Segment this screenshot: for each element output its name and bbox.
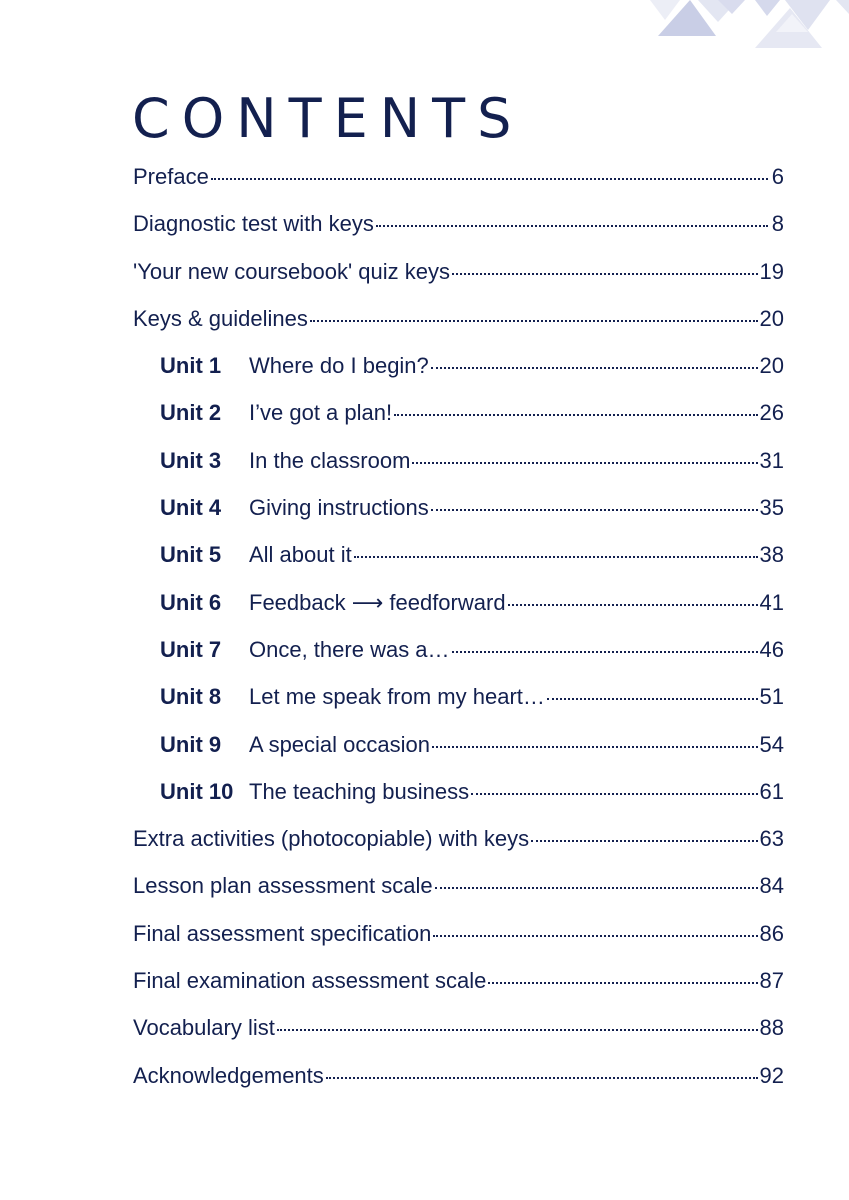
toc-entry-final-assessment-spec[interactable] xyxy=(133,919,784,966)
toc-entry-title: Once, there was a… xyxy=(249,636,450,662)
dot-leader xyxy=(431,351,758,373)
toc-entry-title: Lesson plan assessment scale xyxy=(133,873,433,899)
toc-page-number: 31 xyxy=(759,447,784,473)
toc-entry-coursebook-quiz[interactable] xyxy=(133,257,784,304)
toc-entry-acknowledgements[interactable] xyxy=(133,1061,784,1108)
dot-leader xyxy=(547,682,758,704)
toc-entry-unit-2[interactable] xyxy=(133,398,784,445)
toc-page-number: 88 xyxy=(759,1015,784,1041)
toc-entry-lesson-plan-scale[interactable] xyxy=(133,871,784,918)
toc-entry-unit-8[interactable] xyxy=(133,682,784,729)
dot-leader xyxy=(471,777,757,799)
toc-entry-title: The teaching business xyxy=(249,778,470,804)
dot-leader xyxy=(354,540,758,562)
unit-label: Unit 4 xyxy=(160,495,222,521)
unit-label: Unit 1 xyxy=(160,353,222,379)
toc-entry-title: In the classroom xyxy=(249,447,411,473)
dot-leader xyxy=(432,730,758,752)
toc-entry-vocabulary-list[interactable] xyxy=(133,1013,784,1060)
unit-label: Unit 5 xyxy=(160,542,222,568)
dot-leader xyxy=(431,493,758,515)
toc-entry-extra-activities[interactable] xyxy=(133,824,784,871)
dot-leader xyxy=(452,257,758,279)
table-of-contents xyxy=(133,162,784,1108)
toc-page-number: 63 xyxy=(759,826,784,852)
toc-entry-keys-guidelines[interactable] xyxy=(133,304,784,351)
dot-leader xyxy=(508,588,758,610)
unit-label: Unit 8 xyxy=(160,684,222,710)
unit-label: Unit 2 xyxy=(160,400,222,426)
toc-page-number: 8 xyxy=(771,211,784,237)
toc-entry-title: A special occasion xyxy=(249,731,430,757)
toc-page-number: 51 xyxy=(759,684,784,710)
toc-entry-unit-10[interactable] xyxy=(133,777,784,824)
toc-page-number: 20 xyxy=(759,353,784,379)
toc-page-number: 35 xyxy=(759,495,784,521)
toc-entry-title: 'Your new coursebook' quiz keys xyxy=(133,258,450,284)
dot-leader xyxy=(412,446,757,468)
toc-entry-unit-1[interactable] xyxy=(133,351,784,398)
toc-page-number: 61 xyxy=(759,778,784,804)
toc-entry-unit-6[interactable] xyxy=(133,588,784,635)
dot-leader xyxy=(452,635,758,657)
toc-entry-unit-3[interactable] xyxy=(133,446,784,493)
dot-leader xyxy=(376,209,768,231)
toc-entry-diagnostic-test[interactable] xyxy=(133,209,784,256)
unit-label: Unit 3 xyxy=(160,447,222,473)
triangle-pattern-decoration xyxy=(640,0,849,60)
toc-entry-title: Feedback ⟶ feedforward xyxy=(249,589,506,615)
unit-label: Unit 6 xyxy=(160,589,222,615)
toc-page-number: 54 xyxy=(759,731,784,757)
toc-page-number: 86 xyxy=(759,920,784,946)
toc-entry-final-exam-scale[interactable] xyxy=(133,966,784,1013)
toc-page-number: 46 xyxy=(759,636,784,662)
toc-page-number: 92 xyxy=(759,1062,784,1088)
toc-entry-title: Let me speak from my heart… xyxy=(249,684,545,710)
dot-leader xyxy=(277,1013,758,1035)
toc-page-number: 26 xyxy=(759,400,784,426)
toc-entry-title: Giving instructions xyxy=(249,495,429,521)
toc-entry-title: Keys & guidelines xyxy=(133,305,308,331)
toc-entry-unit-7[interactable] xyxy=(133,635,784,682)
toc-page-number: 87 xyxy=(759,968,784,994)
toc-page-number: 19 xyxy=(759,258,784,284)
dot-leader xyxy=(433,919,757,941)
toc-entry-title: Vocabulary list xyxy=(133,1015,275,1041)
toc-entry-title: I’ve got a plan! xyxy=(249,400,393,426)
dot-leader xyxy=(310,304,758,326)
toc-entry-unit-4[interactable] xyxy=(133,493,784,540)
toc-entry-title: Where do I begin? xyxy=(249,353,429,379)
toc-entry-unit-5[interactable] xyxy=(133,540,784,587)
toc-entry-title: Final assessment specification xyxy=(133,920,432,946)
toc-entry-title: Acknowledgements xyxy=(133,1062,324,1088)
dot-leader xyxy=(211,162,768,184)
toc-entry-title: Diagnostic test with keys xyxy=(133,211,374,237)
toc-entry-title: Extra activities (photocopiable) with keys xyxy=(133,826,530,852)
toc-entry-title: Preface xyxy=(133,164,209,189)
toc-page-number: 84 xyxy=(759,873,784,899)
dot-leader xyxy=(394,398,757,420)
unit-label: Unit 9 xyxy=(160,731,222,757)
unit-label: Unit 7 xyxy=(160,636,222,662)
toc-entry-title: All about it xyxy=(249,542,352,568)
dot-leader xyxy=(435,871,758,893)
dot-leader xyxy=(326,1061,758,1083)
page-title: CONTENTS xyxy=(132,87,524,150)
toc-entry-preface[interactable] xyxy=(133,162,784,209)
toc-page-number: 41 xyxy=(759,589,784,615)
unit-label: Unit 10 xyxy=(160,778,234,804)
toc-page-number: 20 xyxy=(759,305,784,331)
toc-entry-unit-9[interactable] xyxy=(133,730,784,777)
toc-page-number: 6 xyxy=(771,164,784,189)
toc-page-number: 38 xyxy=(759,542,784,568)
dot-leader xyxy=(488,966,757,988)
toc-entry-title: Final examination assessment scale xyxy=(133,968,487,994)
dot-leader xyxy=(531,824,757,846)
